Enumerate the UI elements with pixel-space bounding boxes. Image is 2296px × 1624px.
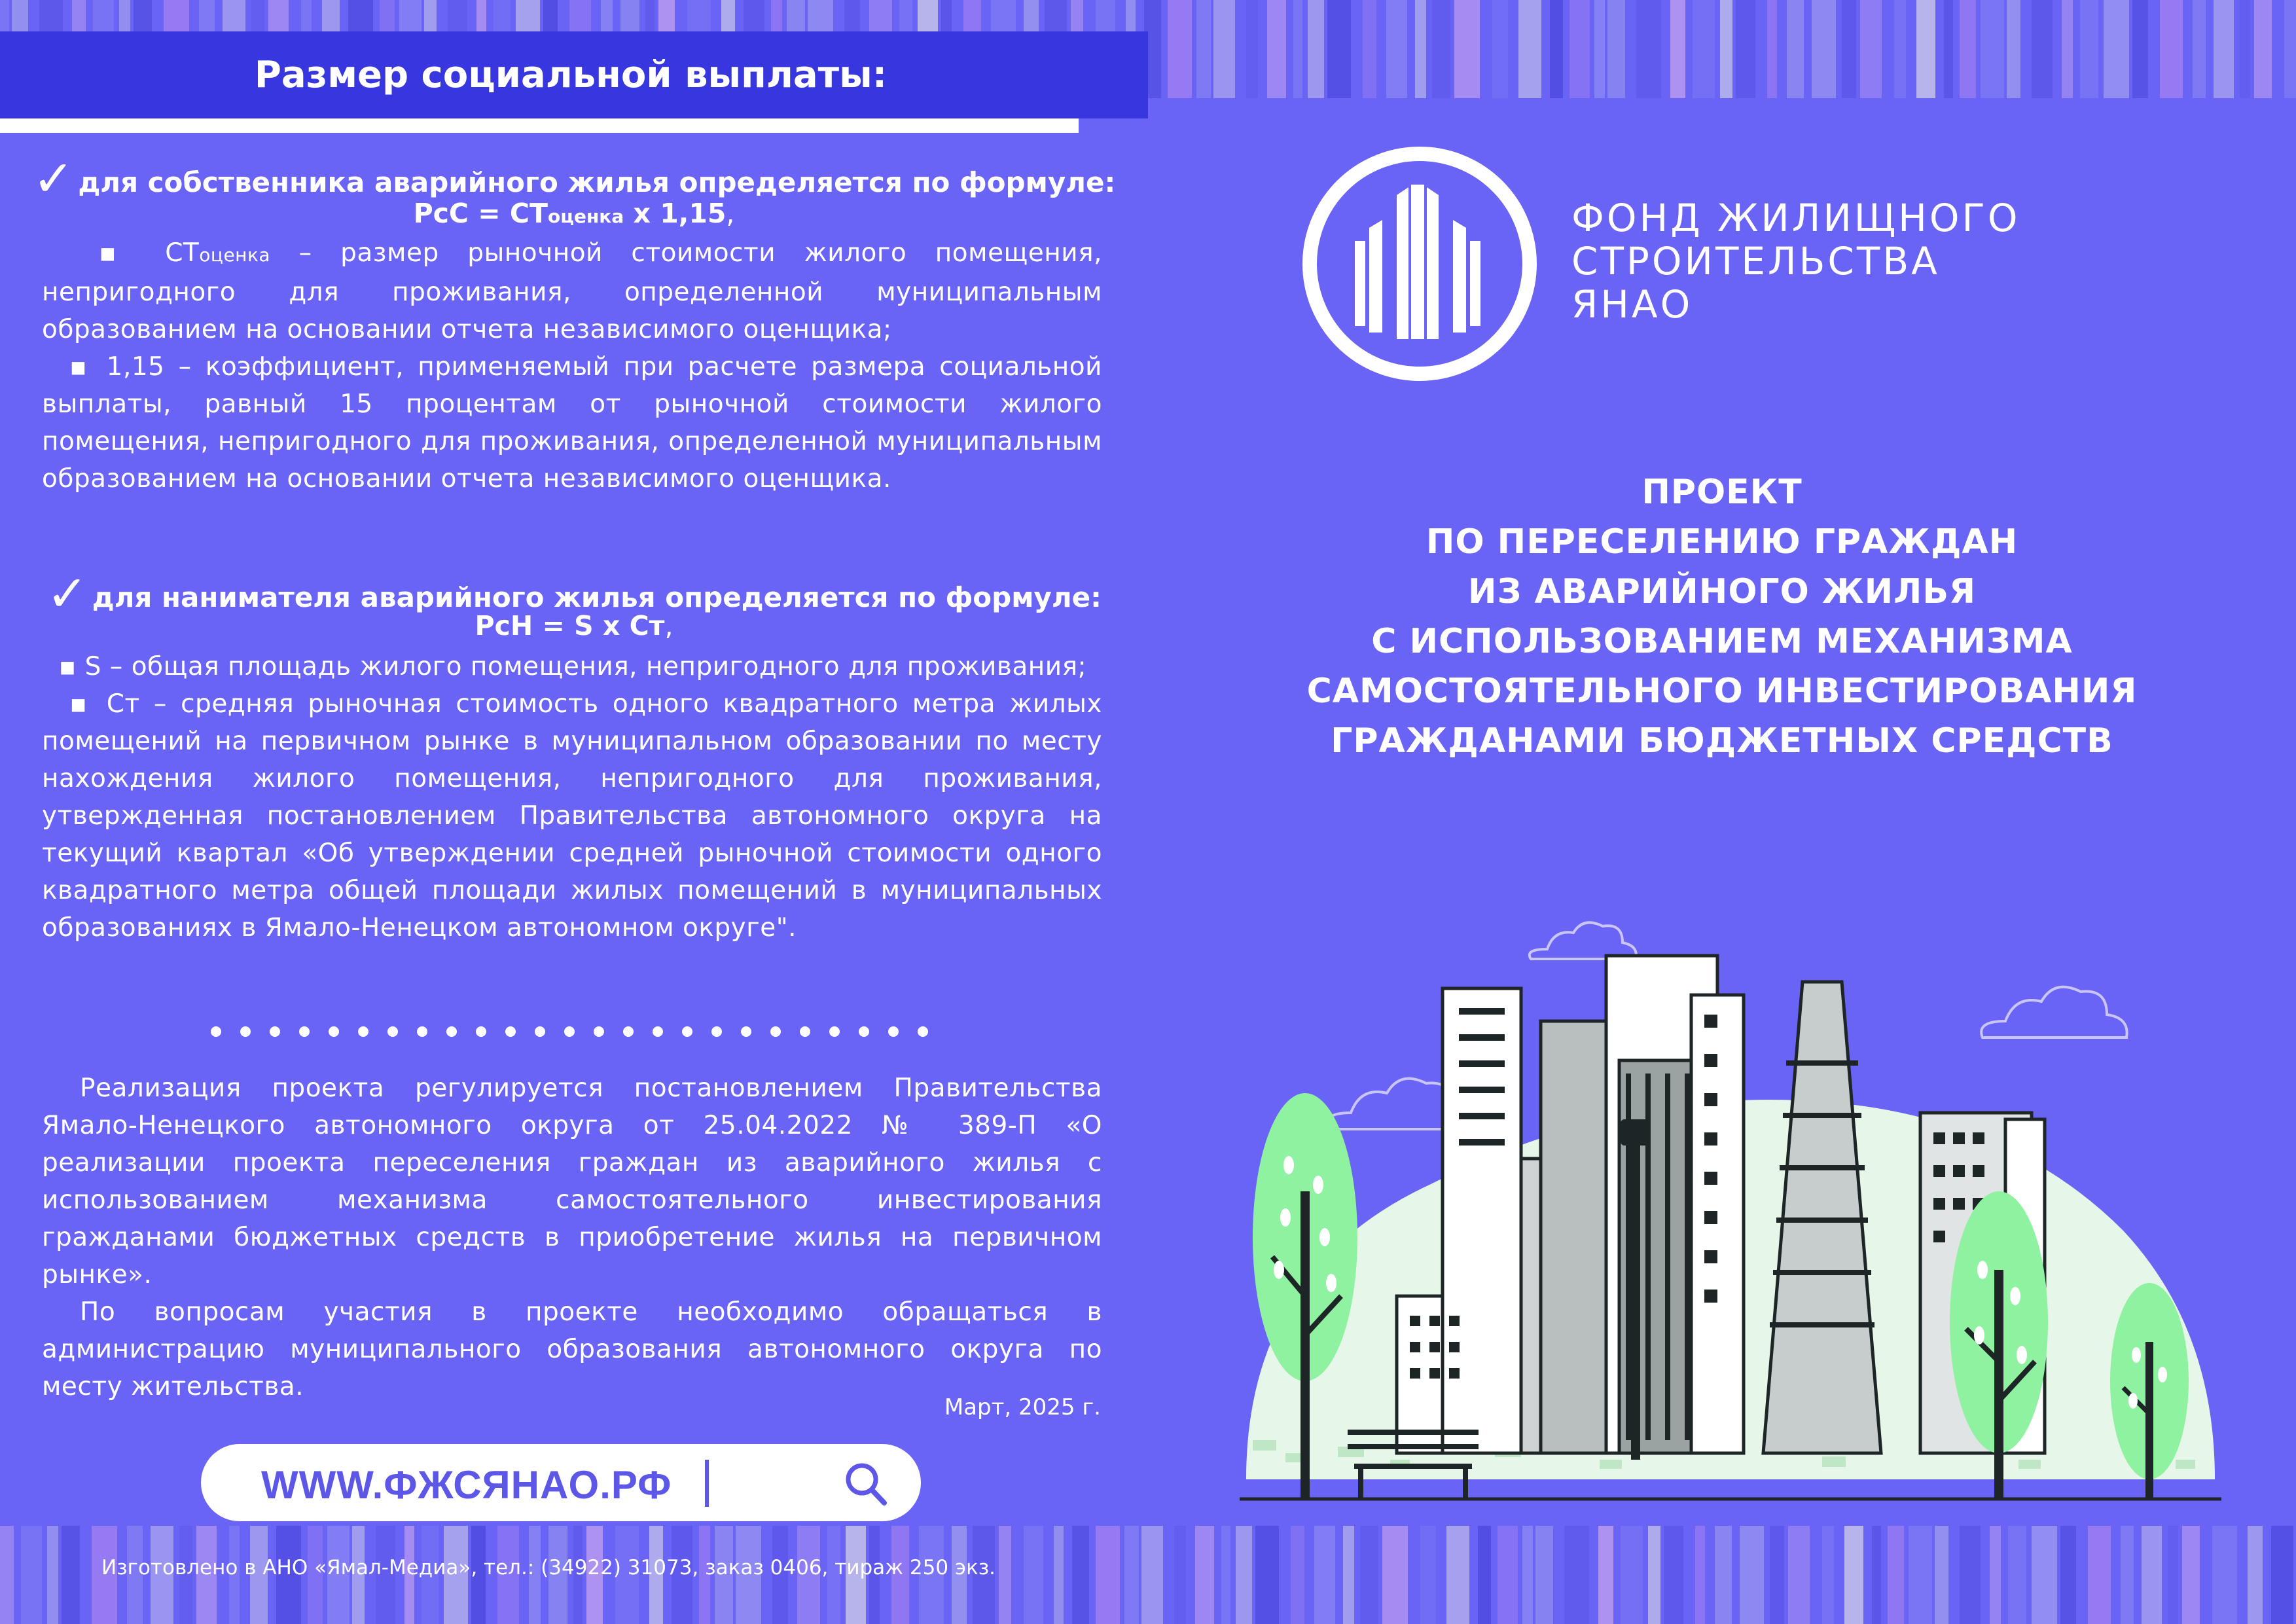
- owner-bullet-2-text: 1,15 – коэффициент, применяемый при расчете размера социальной выплаты, равный 15 процентам от рыночной стоимости жилого помещения, непригодного для проживания, определенной муниципальным образованием на основании отчета независимого оценщика.: [42, 352, 1103, 494]
- divider-dot: [270, 1026, 280, 1037]
- divider-dot: [682, 1026, 692, 1037]
- org-name: [1571, 196, 2020, 326]
- divider-dot: [859, 1026, 869, 1037]
- project-title-line: С ИСПОЛЬЗОВАНИЕМ МЕХАНИЗМА: [1371, 622, 2073, 661]
- url-separator: [705, 1460, 709, 1507]
- divider-dot: [358, 1026, 368, 1037]
- divider-dot: [623, 1026, 634, 1037]
- checkmark-icon: ✓: [46, 564, 88, 623]
- owner-formula: [0, 198, 1148, 229]
- tenant-bullet-2: [42, 685, 1102, 947]
- search-icon[interactable]: [842, 1460, 888, 1507]
- owner-formula-end: ,: [726, 198, 735, 229]
- divider-dot: [594, 1026, 604, 1037]
- divider-dot: [741, 1026, 751, 1037]
- divider-dot: [299, 1026, 310, 1037]
- divider-dot: [505, 1026, 516, 1037]
- right-panel: [1148, 0, 2296, 1624]
- tenant-formula-end: ,: [664, 610, 673, 641]
- owner-formula-main: РсС = СТ: [413, 198, 548, 229]
- divider-dot: [476, 1026, 486, 1037]
- project-title-line: САМОСТОЯТЕЛЬНОГО ИНВЕСТИРОВАНИЯ: [1306, 672, 2138, 711]
- divider-dot: [240, 1026, 251, 1037]
- regulation-block: [42, 1070, 1102, 1405]
- website-bar[interactable]: [201, 1444, 921, 1521]
- org-name-line: СТРОИТЕЛЬСТВА: [1571, 239, 1940, 283]
- project-title-line: ПРОЕКТ: [1641, 473, 1803, 512]
- project-title-line: ИЗ АВАРИЙНОГО ЖИЛЬЯ: [1467, 572, 1977, 611]
- bullet-marker: ▪: [99, 238, 137, 268]
- owner-bullet-1-term-sub: оценка: [199, 244, 271, 266]
- website-url[interactable]: WWW.ФЖСЯНАО.РФ: [261, 1463, 672, 1507]
- owner-bullet-2: [42, 348, 1102, 497]
- tenant-formula-main: РсН = S х Ст: [475, 610, 665, 641]
- tenant-bullet-2-text: Ст – средняя рыночная стоимость одного квадратного метра жилых помещений на первичном рынке в муниципальном образовании по месту нахождения жилого помещения, непригодного для проживания, утвержденная постановлением Правительства автономного округа на текущий квартал «Об утверждении средней рыночной стоимости одного квадратного метра общей площади жилых помещений в муниципальных образованиях в Ямало-Ненецком автономном округе".: [42, 689, 1102, 943]
- issue-date: Март, 2025 г.: [944, 1394, 1101, 1420]
- divider-dot: [446, 1026, 457, 1037]
- divider-dot: [888, 1026, 899, 1037]
- divider-dot: [800, 1026, 810, 1037]
- divider-dot: [770, 1026, 781, 1037]
- divider-dot: [387, 1026, 398, 1037]
- tenant-heading-text: для нанимателя аварийного жилья определяется по формуле:: [92, 581, 1102, 613]
- regulation-text: Реализация проекта регулируется постановлением Правительства Ямало-Ненецкого автономного округа от 25.04.2022 № 389-П «О реализации проекта переселения граждан из аварийного жилья с использованием механизма самостоятельного инвестирования гражданами бюджетных средств в приобретение жилья на первичном рынке».: [42, 1074, 1102, 1290]
- divider-dot: [829, 1026, 840, 1037]
- tenant-definitions: [42, 648, 1102, 947]
- divider-dot: [417, 1026, 427, 1037]
- checkmark-icon: ✓: [32, 149, 75, 208]
- dotted-divider: [211, 1021, 944, 1041]
- owner-formula-rest: х 1,15: [624, 198, 726, 229]
- fund-logo-icon: [1299, 143, 1541, 385]
- owner-bullet-1-term: СТ: [165, 238, 200, 268]
- bullet-marker: ▪: [69, 352, 93, 382]
- owner-bullet-1: [42, 234, 1102, 348]
- print-credits: Изготовлено в АНО «Ямал-Медиа», тел.: (34922) 31073, заказ 0406, тираж 250 экз.: [101, 1556, 996, 1579]
- owner-bullet-1-text: – размер рыночной стоимости жилого помещения, непригодного для проживания, определенной муниципальным образованием на основании отчета независимого оценщика;: [42, 238, 1102, 344]
- project-title: [1148, 467, 2296, 766]
- bullet-marker: ▪: [58, 652, 77, 681]
- divider-dot: [711, 1026, 722, 1037]
- owner-definitions: [42, 234, 1102, 497]
- header-underline: [0, 118, 1079, 133]
- owner-heading-text: для собственника аварийного жилья определяется по формуле:: [78, 166, 1116, 198]
- tenant-bullet-1: [42, 648, 1102, 685]
- owner-formula-sub: оценка: [547, 206, 624, 227]
- divider-dot: [535, 1026, 545, 1037]
- contact-text: По вопросам участия в проекте необходимо обращаться в администрацию муниципального образования автономного округа по месту жительства.: [42, 1297, 1102, 1401]
- page-title: Размер социальной выплаты:: [254, 54, 888, 96]
- divider-dot: [918, 1026, 928, 1037]
- project-title-line: ГРАЖДАНАМИ БЮДЖЕТНЫХ СРЕДСТВ: [1331, 721, 2113, 761]
- divider-dot: [329, 1026, 339, 1037]
- divider-dot: [211, 1026, 221, 1037]
- header-band: [0, 31, 1148, 118]
- tenant-formula: [0, 610, 1148, 641]
- divider-dot: [564, 1026, 575, 1037]
- city-illustration: [1233, 903, 2228, 1519]
- bullet-marker: ▪: [69, 689, 93, 719]
- project-title-line: ПО ПЕРЕСЕЛЕНИЮ ГРАЖДАН: [1426, 522, 2018, 562]
- org-name-line: ФОНД ЖИЛИЩНОГО: [1571, 196, 2020, 240]
- org-name-line: ЯНАО: [1571, 282, 1693, 327]
- divider-dot: [653, 1026, 663, 1037]
- tenant-bullet-1-text: S – общая площадь жилого помещения, непригодного для проживания;: [84, 652, 1087, 681]
